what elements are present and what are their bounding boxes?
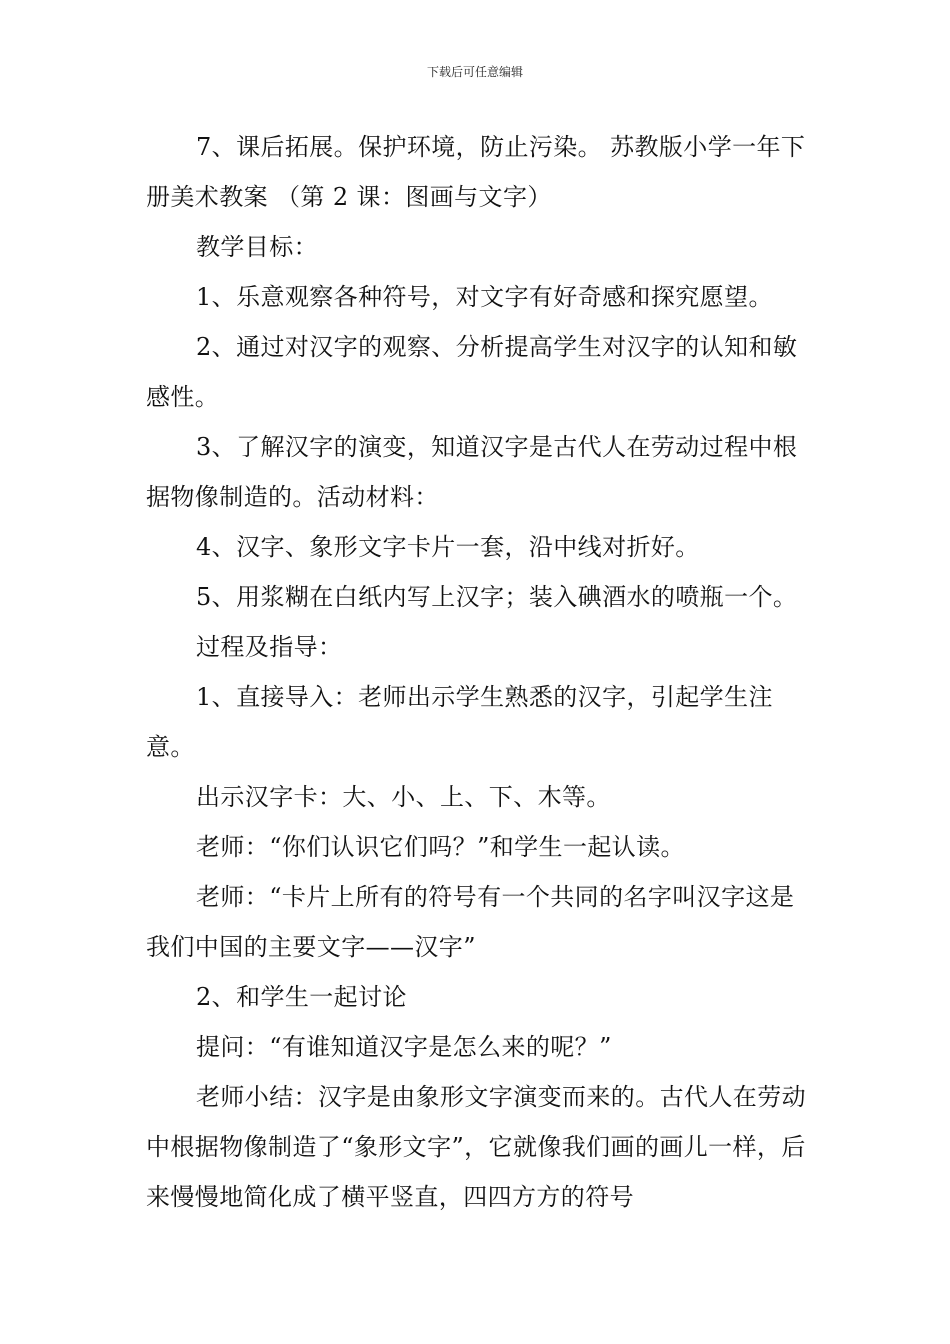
document-body [146, 122, 808, 1222]
paragraph: 4、汉字、象形文字卡片一套，沿中线对折好。 [196, 533, 700, 561]
paragraph: 3、了解汉字的演变，知道汉字是古代人在劳动过程中根据物像制造的。活动材料： [146, 433, 798, 511]
paragraph: 老师：“你们认识它们吗？”和学生一起认读。 [196, 833, 685, 861]
paragraph: 2、和学生一起讨论 [196, 983, 407, 1011]
paragraph: 5、用浆糊在白纸内写上汉字；装入碘酒水的喷瓶一个。 [196, 583, 798, 611]
paragraph: 老师：“卡片上所有的符号有一个共同的名字叫汉字这是我们中国的主要文字——汉字” [146, 883, 795, 961]
paragraph: 教学目标： [196, 233, 318, 261]
page-header: 下载后可任意编辑 [426, 65, 523, 79]
paragraph: 出示汉字卡：大、小、上、下、木等。 [196, 783, 611, 811]
paragraph: 1、直接导入：老师出示学生熟悉的汉字，引起学生注意。 [146, 683, 773, 761]
paragraph: 2、通过对汉字的观察、分析提高学生对汉字的认知和敏感性。 [146, 333, 798, 411]
paragraph: 老师小结：汉字是由象形文字演变而来的。古代人在劳动中根据物像制造了“象形文字”，它就像我们画的画儿一样，后来慢慢地简化成了横平竖直，四四方方的符号 [146, 1083, 806, 1211]
paragraph: 提问：“有谁知道汉字是怎么来的呢？” [196, 1033, 612, 1061]
paragraph: 7、课后拓展。保护环境，防止污染。 苏教版小学一年下册美术教案 （第 2 课：图画与文字） [146, 133, 806, 211]
paragraph: 过程及指导： [196, 633, 343, 661]
paragraph: 1、乐意观察各种符号，对文字有好奇感和探究愿望。 [196, 283, 773, 311]
